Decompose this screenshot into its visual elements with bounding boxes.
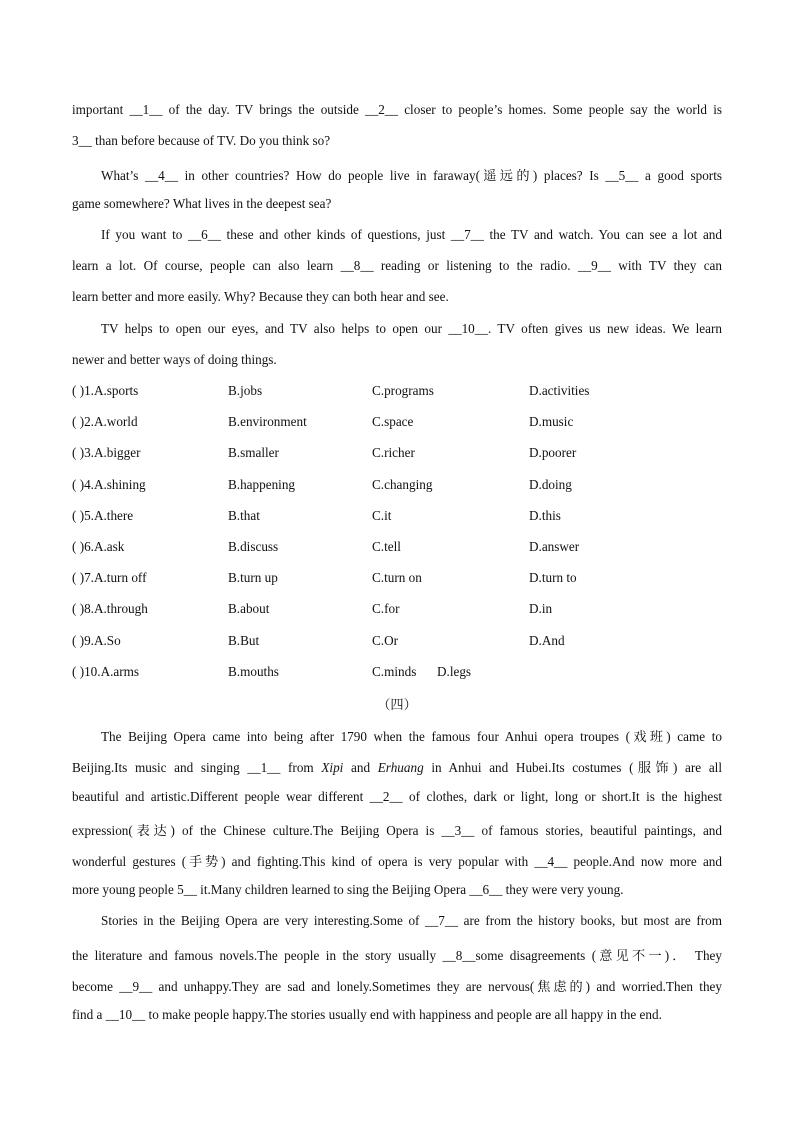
question-option-b: B.happening [228, 476, 296, 492]
question-option-b: B.about [228, 601, 270, 617]
section-title: （四） [377, 697, 417, 712]
question-option-b: B.that [228, 507, 260, 523]
question-option-d: D.doing [529, 476, 572, 492]
question-option-d: D.activities [529, 383, 590, 398]
passage3-line: TV helps to open our eyes, and TV also helps to open our __10__. TV often gives us new ideas. We learn [101, 321, 722, 336]
question-option-a: ( )4.A.shining [72, 476, 146, 492]
question-option-b: B.mouths [228, 663, 279, 679]
passage3-line: If you want to __6__ these and other kinds of questions, just __7__ the TV and watch. You can see a lot and [101, 227, 722, 242]
passage4-italic-term: Xipi [321, 760, 344, 775]
question-option-b: B.environment [228, 414, 307, 430]
question-option-b: B.But [228, 632, 260, 648]
passage3-line: learn a lot. Of course, people can also learn __8__ reading or listening to the radio. __9__ with TV they can [72, 258, 722, 273]
passage3-line: game somewhere? What lives in the deepest sea? [72, 196, 332, 211]
question-option-c: C.changing [372, 476, 433, 492]
passage4-line [72, 757, 722, 776]
question-option-a: ( )1.A.sports [72, 383, 139, 398]
question-option-d: D.music [529, 414, 574, 430]
question-option-c: C.tell [372, 539, 401, 554]
question-option-a: ( )5.A.there [72, 507, 134, 523]
question-option-a: ( )3.A.bigger [72, 445, 141, 461]
passage4-line: beautiful and artistic.Different people wear different __2__ of clothes, dark or light, long or short.It is the highest [72, 789, 722, 804]
passage4-text: in Anhui and Hubei.Its costumes (服饰) are all [423, 760, 722, 775]
passage4-line: The Beijing Opera came into being after 1790 when the famous four Anhui opera troupes (戏班) came to [101, 729, 722, 744]
question-option-d: D.turn to [529, 570, 577, 586]
passage4-line: become __9__ and unhappy.They are sad and lonely.Sometimes they are nervous(焦虑的) and worried.Then they [72, 979, 722, 994]
passage3-line: important __1__ of the day. TV brings the outside __2__ closer to people’s homes. Some people say the world is [72, 102, 722, 117]
question-option-d: D.legs [437, 663, 472, 679]
question-option-c: C.Or [372, 632, 399, 648]
question-option-c: C.minds [372, 663, 417, 679]
passage4-line: more young people 5__ it.Many children learned to sing the Beijing Opera __6__ they were very young. [72, 882, 624, 897]
question-option-b: B.turn up [228, 570, 278, 586]
question-option-c: C.it [372, 507, 392, 523]
question-option-a: ( )9.A.So [72, 632, 121, 648]
question-option-a: ( )2.A.world [72, 414, 138, 430]
passage4-line: the literature and famous novels.The people in the story usually __8__some disagreements (意见不一)． They [72, 948, 722, 963]
passage4-line: find a __10__ to make people happy.The stories usually end with happiness and people are all happy in the end. [72, 1007, 662, 1022]
passage4-italic-term: Erhuang [377, 760, 424, 775]
passage3-line: What’s __4__ in other countries? How do people live in faraway(遥远的) places? Is __5__ a good sports [101, 168, 722, 183]
question-option-b: B.jobs [228, 383, 263, 398]
question-option-c: C.programs [372, 383, 434, 398]
passage4-line: Stories in the Beijing Opera are very interesting.Some of __7__ are from the history books, but most are from [101, 913, 722, 928]
question-option-d: D.And [529, 632, 565, 648]
question-option-d: D.this [529, 507, 561, 523]
question-option-b: B.smaller [228, 445, 279, 461]
question-option-c: C.richer [372, 445, 415, 461]
question-option-d: D.poorer [529, 445, 577, 461]
question-option-d: D.in [529, 601, 553, 617]
question-option-c: C.turn on [372, 570, 422, 586]
question-option-b: B.discuss [228, 539, 279, 554]
passage4-line: wonderful gestures (手势) and fighting.This kind of opera is very popular with __4__ people.And now more and [72, 854, 722, 869]
question-option-a: ( )7.A.turn off [72, 570, 147, 586]
passage4-text: and [343, 760, 378, 775]
question-option-d: D.answer [529, 539, 580, 554]
passage3-line: 3__ than before because of TV. Do you think so? [72, 133, 331, 148]
passage4-line: expression(表达) of the Chinese culture.The Beijing Opera is __3__ of famous stories, beautiful paintings, and [72, 823, 722, 838]
question-option-a: ( )8.A.through [72, 601, 148, 617]
question-option-a: ( )6.A.ask [72, 539, 125, 554]
question-option-a: ( )10.A.arms [72, 663, 140, 679]
passage3-line: newer and better ways of doing things. [72, 352, 277, 367]
question-option-c: C.for [372, 601, 400, 617]
question-option-c: C.space [372, 414, 414, 430]
passage3-line: learn better and more easily. Why? Because they can both hear and see. [72, 289, 449, 304]
passage4-text: Beijing.Its music and singing __1__ from [72, 760, 322, 775]
